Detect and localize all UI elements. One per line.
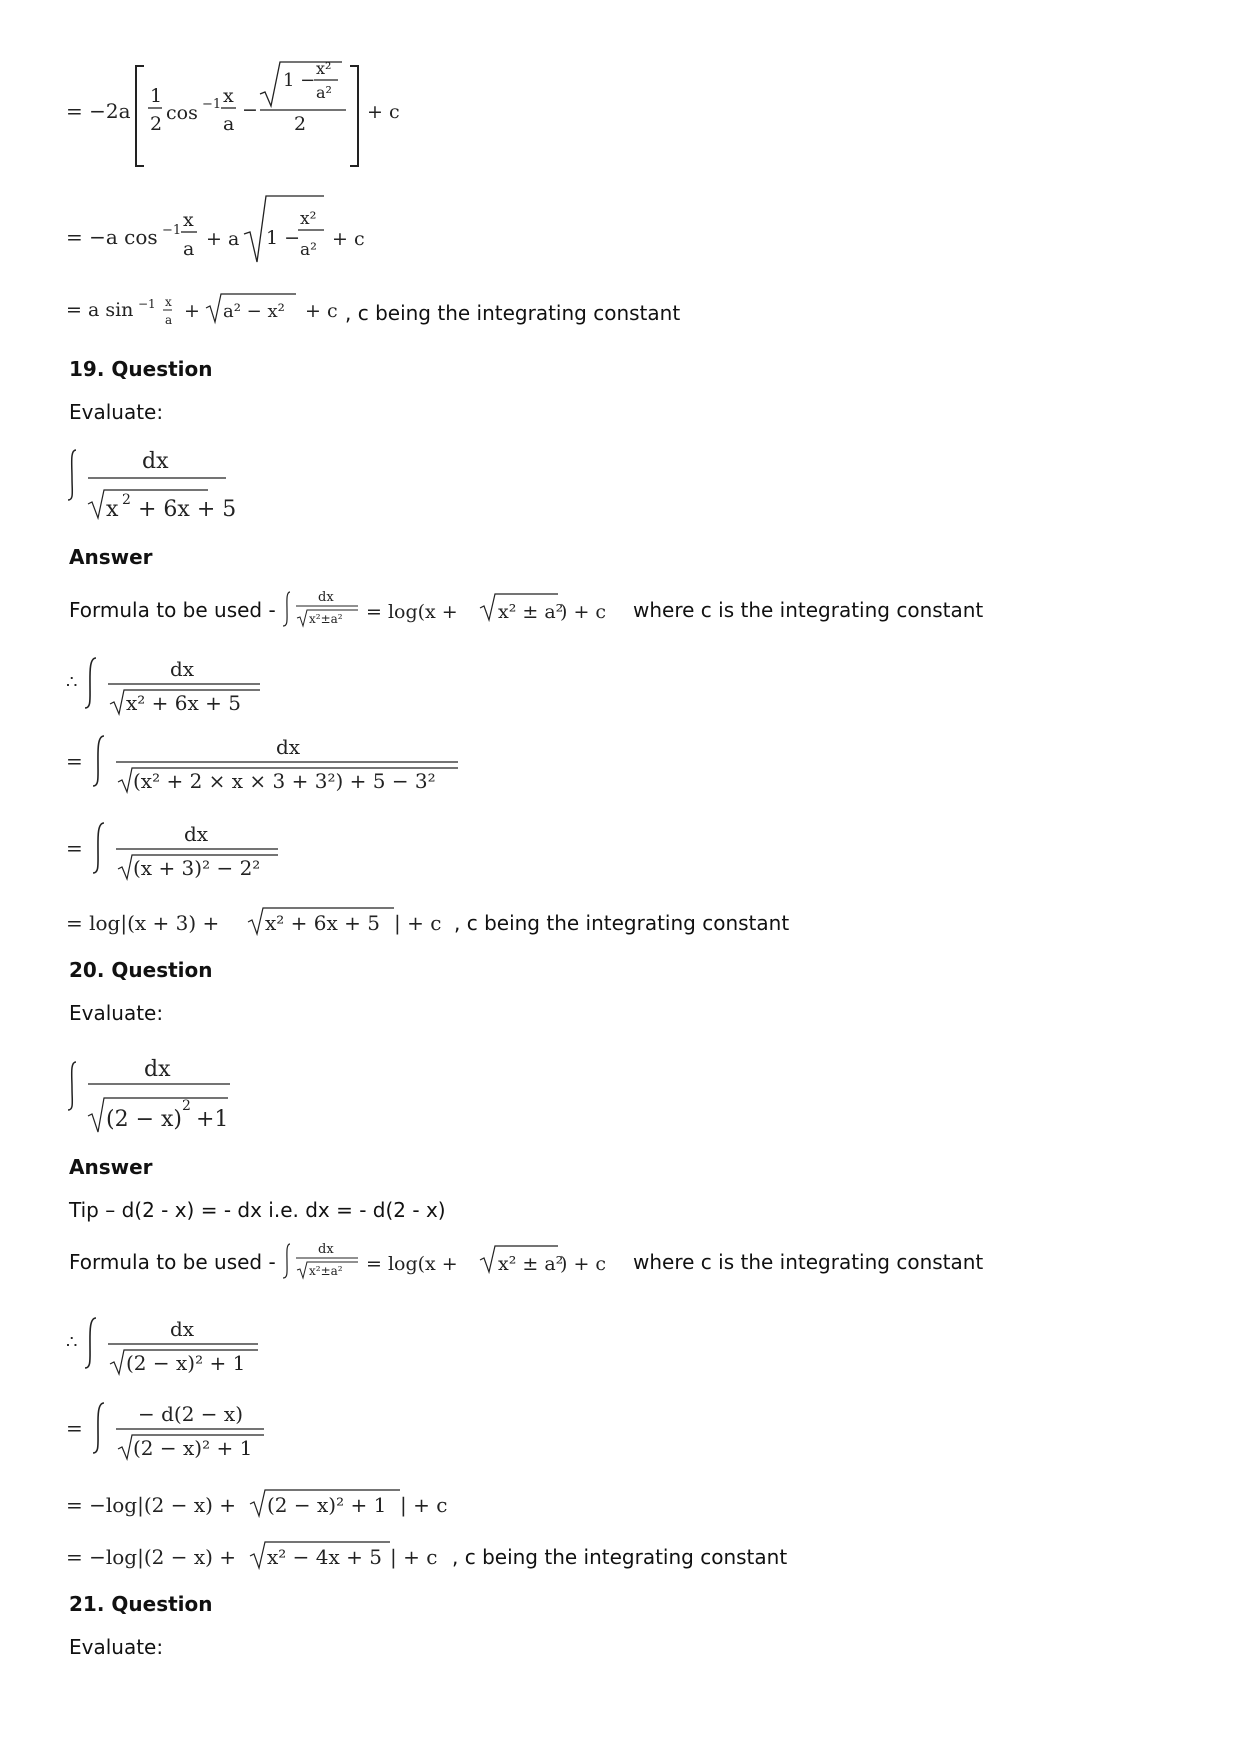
q19-formula-tail: where c is the integrating constant [633, 598, 984, 622]
eq1-minus: − [242, 99, 258, 121]
equals: = [66, 836, 83, 860]
formula-den: x²±a² [309, 1264, 343, 1278]
eq1-prefix: = −2a [66, 99, 131, 123]
therefore-symbol: ∴ [66, 1332, 78, 1353]
q20-numerator: dx [144, 1057, 171, 1082]
q20-s2-denominator: (2 − x)² + 1 [133, 1436, 253, 1460]
q19-den-rest: + 6x + 5 [138, 497, 237, 522]
q19-step-1 [66, 650, 286, 718]
eq1-inverse: −1 [202, 97, 222, 112]
eq1-x-squared: x² [316, 59, 332, 78]
eq1-left-bracket [136, 66, 144, 166]
q20-s2-numerator: − d(2 − x) [138, 1402, 243, 1426]
eq1-half-numerator: 1 [150, 85, 163, 107]
eq1-plus-c: + c [367, 101, 400, 123]
eq2-plus-a: + a [206, 228, 240, 250]
eq1-x: x [223, 85, 234, 107]
q20-step-2 [66, 1395, 296, 1463]
q19-formula-lead: Formula to be used - [69, 598, 276, 622]
q19-numerator: dx [142, 449, 169, 474]
q19-s2-numerator: dx [276, 735, 301, 759]
q20-heading: 20. Question [69, 958, 213, 982]
q19-s4-end: | + c [394, 911, 442, 935]
formula-rhs-radicand: x² ± a² [498, 601, 564, 623]
eq3-note: , c being the integrating constant [345, 301, 681, 325]
q19-s1-denominator: x² + 6x + 5 [126, 691, 241, 715]
q20-formula-lead: Formula to be used - [69, 1250, 276, 1274]
q19-heading: 19. Question [69, 357, 213, 381]
q19-s1-numerator: dx [170, 657, 195, 681]
q19-s3-denominator: (x + 3)² − 2² [133, 856, 261, 880]
eq3-radicand: a² − x² [223, 301, 285, 322]
eq2-x: x [183, 209, 194, 231]
q20-s1-numerator: dx [170, 1317, 195, 1341]
q20-s4-log: = −log|(2 − x) + [66, 1545, 237, 1569]
eq2-a-squared: a² [300, 240, 317, 260]
eq3-plus-c: + c [305, 300, 338, 322]
q19-s4-radicand: x² + 6x + 5 [265, 911, 380, 935]
formula-rhs-radicand: x² ± a² [498, 1253, 564, 1275]
q20-s4-radicand: x² − 4x + 5 [267, 1545, 382, 1569]
eq3-inverse: −1 [138, 297, 156, 311]
q19-answer-label: Answer [69, 545, 153, 569]
integral-sign [85, 658, 96, 708]
q20-tip: Tip – d(2 - x) = - dx i.e. dx = - d(2 - x) [69, 1198, 446, 1222]
q20-den-exponent: 2 [182, 1098, 191, 1114]
eq1-half-denominator: 2 [150, 113, 163, 135]
formula-rhs-log: = log(x + [366, 1253, 458, 1275]
eq1-a: a [223, 113, 235, 135]
eq3-plus: + [184, 300, 200, 322]
formula-rhs-end: ) + c [560, 601, 607, 623]
q19-s2-denominator: (x² + 2 × x × 3 + 3²) + 5 − 3² [133, 769, 436, 793]
eq1-denominator: 2 [294, 113, 307, 135]
eq3-prefix: = a sin [66, 299, 134, 321]
eq2-a: a [183, 238, 195, 260]
q19-formula-math [282, 586, 642, 636]
q20-step-4 [66, 1534, 466, 1578]
q20-s4-end: | + c [390, 1545, 438, 1569]
q19-den-exponent: 2 [122, 492, 131, 508]
eq1-cos: cos [166, 102, 198, 124]
q20-s3-end: | + c [400, 1493, 448, 1517]
q20-den-plus-one: +1 [196, 1107, 229, 1132]
eq1-right-bracket [350, 66, 358, 166]
equation-line-2 [66, 192, 386, 272]
q20-evaluate-label: Evaluate: [69, 1001, 164, 1025]
equation-line-3 [66, 292, 366, 338]
integral-sign [85, 1318, 96, 1368]
q19-step-3 [66, 815, 306, 883]
formula-den: x²±a² [309, 612, 343, 626]
q20-formula-tail: where c is the integrating constant [633, 1250, 984, 1274]
integral-sign [68, 1062, 76, 1110]
integral-sign [283, 1244, 290, 1278]
eq2-plus-c: + c [332, 228, 365, 250]
therefore-symbol: ∴ [66, 672, 78, 693]
eq1-one-minus: 1 − [283, 70, 316, 91]
integral-sign [68, 450, 76, 500]
integral-sign [93, 736, 104, 786]
q20-s1-denominator: (2 − x)² + 1 [126, 1351, 246, 1375]
equals: = [66, 1416, 83, 1440]
q19-step-4 [66, 900, 466, 944]
q20-s3-radicand: (2 − x)² + 1 [267, 1493, 387, 1517]
q20-step-1 [66, 1310, 286, 1378]
q20-answer-label: Answer [69, 1155, 153, 1179]
integral-sign [283, 592, 290, 626]
q19-final-note: , c being the integrating constant [454, 911, 790, 935]
q19-den-x: x [106, 497, 119, 522]
q21-heading: 21. Question [69, 1592, 213, 1616]
integral-sign [93, 823, 104, 873]
q20-formula-math [282, 1238, 642, 1288]
q19-evaluate-label: Evaluate: [69, 400, 164, 424]
q20-s3-log: = −log|(2 − x) + [66, 1493, 237, 1517]
formula-dx: dx [318, 590, 334, 605]
eq3-a: a [165, 313, 173, 327]
q21-evaluate-label: Evaluate: [69, 1635, 164, 1659]
formula-rhs-end: ) + c [560, 1253, 607, 1275]
formula-dx: dx [318, 1242, 334, 1257]
q20-step-3 [66, 1482, 466, 1526]
integral-sign [93, 1403, 104, 1453]
q19-s4-log: = log|(x + 3) + [66, 911, 220, 935]
equals: = [66, 749, 83, 773]
q20-den-paren: (2 − x) [106, 1107, 182, 1132]
q19-step-2 [66, 728, 466, 796]
eq1-a-squared: a² [316, 83, 332, 102]
eq2-prefix: = −a cos [66, 225, 158, 249]
q20-final-note: , c being the integrating constant [452, 1545, 788, 1569]
eq2-x-squared: x² [300, 209, 317, 229]
eq2-one-minus: 1 − [266, 227, 301, 249]
formula-rhs-log: = log(x + [366, 601, 458, 623]
equation-line-1 [66, 58, 426, 170]
eq3-x: x [165, 295, 172, 309]
eq2-inverse: −1 [162, 223, 182, 238]
q19-s3-numerator: dx [184, 822, 209, 846]
q19-integral [66, 444, 246, 524]
q20-integral [66, 1044, 256, 1134]
